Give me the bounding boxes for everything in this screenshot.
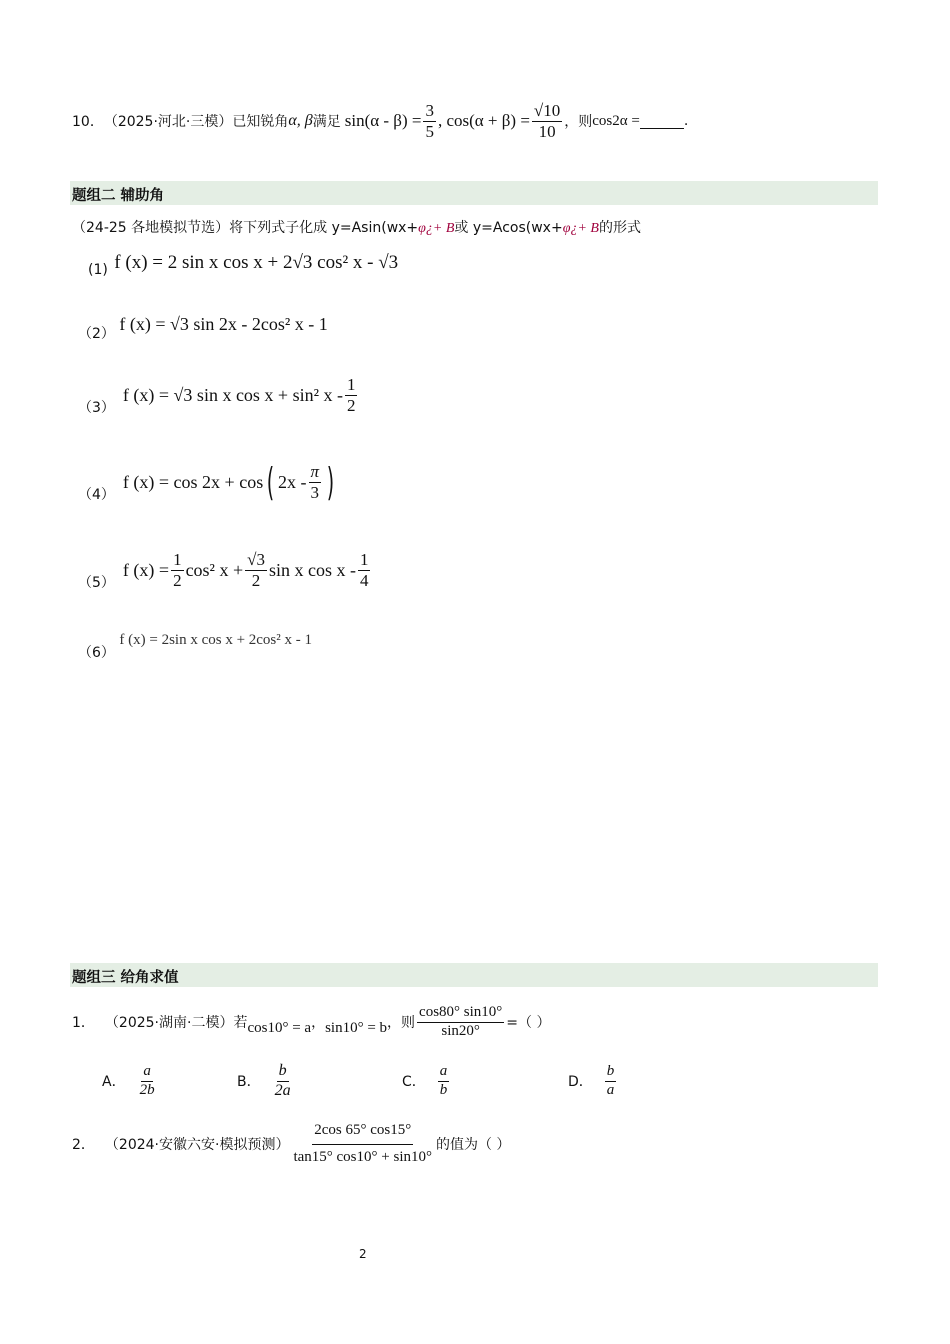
- then-text: ，则: [564, 114, 593, 130]
- cos-expression: , cos(α + β) =: [437, 111, 530, 130]
- plus-b: + B: [577, 221, 599, 236]
- item-label: （5）: [78, 575, 115, 591]
- left-paren: (: [266, 460, 275, 504]
- angle-vars: α, β: [288, 112, 313, 129]
- question-2: [72, 1116, 510, 1172]
- fraction-denominator: a: [606, 1081, 615, 1098]
- item-expression: f (x) =: [122, 559, 170, 580]
- plus-b: + B: [432, 221, 455, 236]
- fraction-one-half: [171, 550, 184, 590]
- item-expression: cos² x +: [185, 559, 244, 580]
- fraction-denominator: sin20°: [441, 1022, 480, 1039]
- phi-symbol: φ: [562, 221, 571, 236]
- fraction-numerator: cos80° sin10°: [417, 1004, 504, 1022]
- option-letter: A．: [102, 1074, 126, 1090]
- fraction-one-half: [345, 375, 358, 415]
- answer-paren: 的值为（ ）: [435, 1137, 511, 1153]
- inner-expression: 2x -: [278, 471, 307, 492]
- fraction-denominator: 4: [359, 570, 369, 590]
- exercise-item: [78, 370, 359, 420]
- phi-symbol: φ: [418, 221, 426, 236]
- answer-paren: =（ ）: [506, 1015, 551, 1031]
- fraction-sqrt10-10: [532, 101, 562, 141]
- fraction-denominator: 5: [425, 121, 434, 141]
- option-c[interactable]: [402, 1058, 451, 1104]
- page-number: 2: [359, 1247, 367, 1261]
- fraction-numerator: 1: [346, 374, 356, 394]
- section-header-group2: [70, 181, 878, 205]
- option-fraction: [273, 1062, 293, 1100]
- fraction-denominator: 10: [538, 121, 556, 141]
- fraction-numerator: b: [277, 1062, 289, 1081]
- section-title: 题组二 辅助角: [72, 188, 165, 204]
- item-expression: f (x) = 2sin x cos x + 2cos² x - 1: [119, 632, 313, 648]
- fraction-denominator: b: [439, 1081, 448, 1098]
- target-expression: cos2α =: [592, 112, 640, 129]
- fraction-numerator: 1: [359, 549, 369, 569]
- fraction-denominator: 2: [251, 570, 261, 590]
- question-source: （2025·河北·三模）已知锐角: [103, 114, 289, 130]
- period: .: [683, 113, 689, 129]
- item-expression: f (x) = √3 sin x cos x + sin² x -: [122, 384, 343, 405]
- exercise-item: [88, 252, 399, 278]
- item-label: （4）: [78, 487, 115, 503]
- option-letter: C．: [402, 1074, 426, 1090]
- option-fraction: [438, 1063, 450, 1099]
- exercise-item: [78, 629, 313, 661]
- fraction-numerator: π: [310, 461, 320, 481]
- intro-text: 的形式: [598, 220, 641, 236]
- fraction-pi-3: [309, 462, 322, 502]
- fraction-denominator: 2a: [274, 1081, 291, 1099]
- option-letter: B．: [237, 1074, 261, 1090]
- answer-blank: [640, 114, 684, 129]
- question-number: 1．: [72, 1015, 95, 1031]
- fraction-numerator: b: [605, 1063, 617, 1081]
- exercise-item: [78, 544, 372, 596]
- right-paren: ): [326, 460, 335, 504]
- fraction-sqrt3-2: [245, 550, 267, 590]
- fraction-numerator: a: [438, 1063, 450, 1081]
- section-header-group3: [70, 963, 878, 987]
- question-1: [72, 996, 550, 1048]
- satisfy-text: 满足: [312, 114, 341, 130]
- fraction-one-quarter: [358, 550, 371, 590]
- option-d[interactable]: [568, 1058, 618, 1104]
- item-label: （6）: [78, 645, 115, 661]
- option-letter: D．: [568, 1074, 593, 1090]
- condition-b: sin10° = b: [325, 1019, 388, 1036]
- section-title: 题组三 给角求值: [72, 970, 179, 986]
- item-expression: sin x cos x -: [268, 559, 356, 580]
- intro-text: 或 y=Acos(wx+: [454, 220, 563, 236]
- intro-text: （24-25 各地模拟节选）将下列式子化成 y=Asin(wx+: [72, 220, 419, 236]
- garbled-symbol: ¿: [425, 221, 433, 236]
- fraction-3-5: [423, 101, 436, 141]
- item-label: （3）: [78, 400, 115, 416]
- value-fraction: [291, 1122, 434, 1166]
- option-fraction: [605, 1063, 617, 1099]
- fraction-denominator: tan15° cos10° + sin10°: [293, 1148, 432, 1165]
- question-number: 10．: [72, 114, 104, 130]
- fraction-denominator: 2: [173, 570, 182, 590]
- question-source: （2025·湖南·二模）若: [104, 1015, 248, 1031]
- then-text: ，则: [387, 1015, 416, 1031]
- garbled-symbol: ¿: [570, 221, 578, 236]
- item-label: (1): [88, 262, 108, 278]
- fraction-denominator: 3: [310, 482, 320, 502]
- fraction-numerator: 2cos 65° cos15°: [312, 1122, 413, 1144]
- exercise-item: [78, 314, 328, 342]
- fraction-numerator: 1: [173, 549, 182, 569]
- option-b[interactable]: [237, 1058, 295, 1104]
- option-a[interactable]: [102, 1058, 159, 1104]
- fraction-numerator: √10: [533, 100, 561, 120]
- condition-a: cos10° = a: [247, 1019, 312, 1036]
- separator: ，: [311, 1015, 326, 1031]
- item-expression: f (x) = √3 sin 2x - 2cos² x - 1: [119, 314, 328, 334]
- fraction-denominator: 2: [346, 395, 356, 415]
- item-label: （2）: [78, 326, 115, 342]
- question-source: （2024·安徽六安·模拟预测）: [104, 1137, 290, 1153]
- fraction-numerator: √3: [247, 549, 265, 569]
- fraction-numerator: a: [141, 1063, 153, 1081]
- group2-intro: [72, 217, 641, 237]
- ratio-fraction: [417, 1004, 504, 1040]
- sin-expression: sin(α - β) =: [344, 111, 422, 130]
- item-expression: f (x) = 2 sin x cos x + 2√3 cos² x - √3: [114, 252, 399, 273]
- exercise-item: [78, 456, 338, 508]
- fraction-numerator: 3: [425, 100, 434, 120]
- question-number: 2．: [72, 1137, 95, 1153]
- item-expression: f (x) = cos 2x + cos: [122, 471, 264, 492]
- option-fraction: [138, 1063, 157, 1099]
- fraction-denominator: 2b: [139, 1081, 155, 1098]
- question-10: [72, 96, 688, 146]
